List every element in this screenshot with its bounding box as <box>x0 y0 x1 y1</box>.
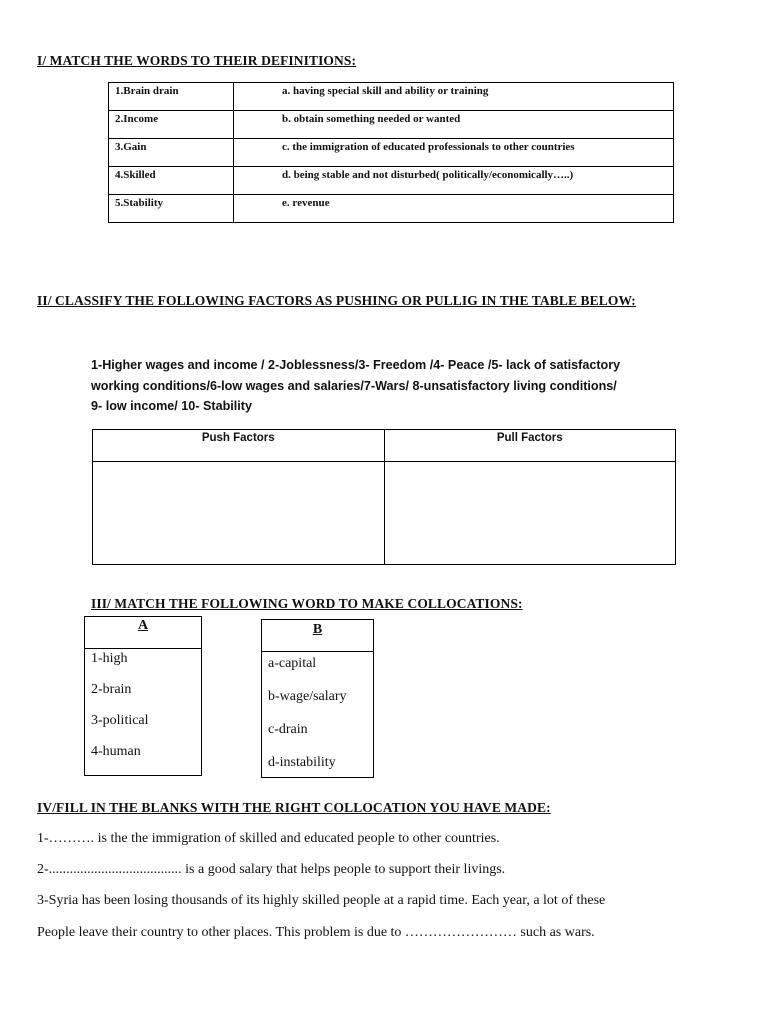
column-a-item: 3-political <box>91 713 149 728</box>
definition-cell: e. revenue <box>234 195 674 223</box>
push-factors-header: Push Factors <box>93 430 385 462</box>
pull-factors-answer-cell[interactable] <box>384 462 676 565</box>
definitions-table <box>108 82 674 223</box>
fill-blank-sentence-2: 2-...................................... is a good salary that helps people to support their livings. <box>37 862 506 877</box>
word-cell: 1.Brain drain <box>109 83 234 111</box>
column-b-header: B <box>262 620 373 652</box>
column-b-item: d-instability <box>268 755 336 770</box>
definition-cell: b. obtain something needed or wanted <box>234 111 674 139</box>
push-factors-answer-cell[interactable] <box>93 462 385 565</box>
definition-cell: d. being stable and not disturbed( politically/economically…..) <box>234 167 674 195</box>
table-row <box>109 83 674 111</box>
table-row <box>109 139 674 167</box>
factors-line: 1-Higher wages and income / 2-Joblessness/3- Freedom /4- Peace /5- lack of satisfactory <box>91 358 621 372</box>
factors-list <box>91 355 691 417</box>
column-b-item: a-capital <box>268 656 317 671</box>
definition-cell: a. having special skill and ability or training <box>234 83 674 111</box>
section-1-heading: I/ MATCH THE WORDS TO THEIR DEFINITIONS: <box>37 53 357 68</box>
word-cell: 4.Skilled <box>109 167 234 195</box>
factors-line: 9- low income/ 10- Stability <box>91 399 252 413</box>
word-cell: 2.Income <box>109 111 234 139</box>
table-row <box>93 462 676 565</box>
pull-factors-header: Pull Factors <box>384 430 676 462</box>
table-header-row <box>93 430 676 462</box>
factors-line: working conditions/6-low wages and salaries/7-Wars/ 8-unsatisfactory living conditions/ <box>91 378 617 393</box>
column-a-item: 2-brain <box>91 682 132 697</box>
column-a-item: 1-high <box>91 651 128 666</box>
definition-cell: c. the immigration of educated professionals to other countries <box>234 139 674 167</box>
column-a-header: A <box>85 617 201 649</box>
fill-blank-sentence-1: 1-………. is the the immigration of skilled and educated people to other countries. <box>37 831 500 846</box>
push-pull-table <box>92 429 676 565</box>
column-b-box <box>261 619 374 778</box>
section-2-heading: II/ CLASSIFY THE FOLLOWING FACTORS AS PUSHING OR PULLIG IN THE TABLE BELOW: <box>37 293 636 308</box>
word-cell: 5.Stability <box>109 195 234 223</box>
table-row <box>109 195 674 223</box>
section-3-heading: III/ MATCH THE FOLLOWING WORD TO MAKE COLLOCATIONS: <box>91 596 523 611</box>
fill-blank-sentence-3: 3-Syria has been losing thousands of its highly skilled people at a rapid time. Each year, a lot of these <box>37 893 606 908</box>
section-4-heading: IV/FILL IN THE BLANKS WITH THE RIGHT COLLOCATION YOU HAVE MADE: <box>37 800 551 815</box>
column-b-item: b-wage/salary <box>268 689 347 704</box>
column-a-box <box>84 616 202 776</box>
column-b-item: c-drain <box>268 722 308 737</box>
fill-blank-sentence-3-cont: People leave their country to other places. This problem is due to …………………… such as wars. <box>37 925 595 940</box>
table-row <box>109 167 674 195</box>
table-row <box>109 111 674 139</box>
word-cell: 3.Gain <box>109 139 234 167</box>
column-a-item: 4-human <box>91 744 141 759</box>
